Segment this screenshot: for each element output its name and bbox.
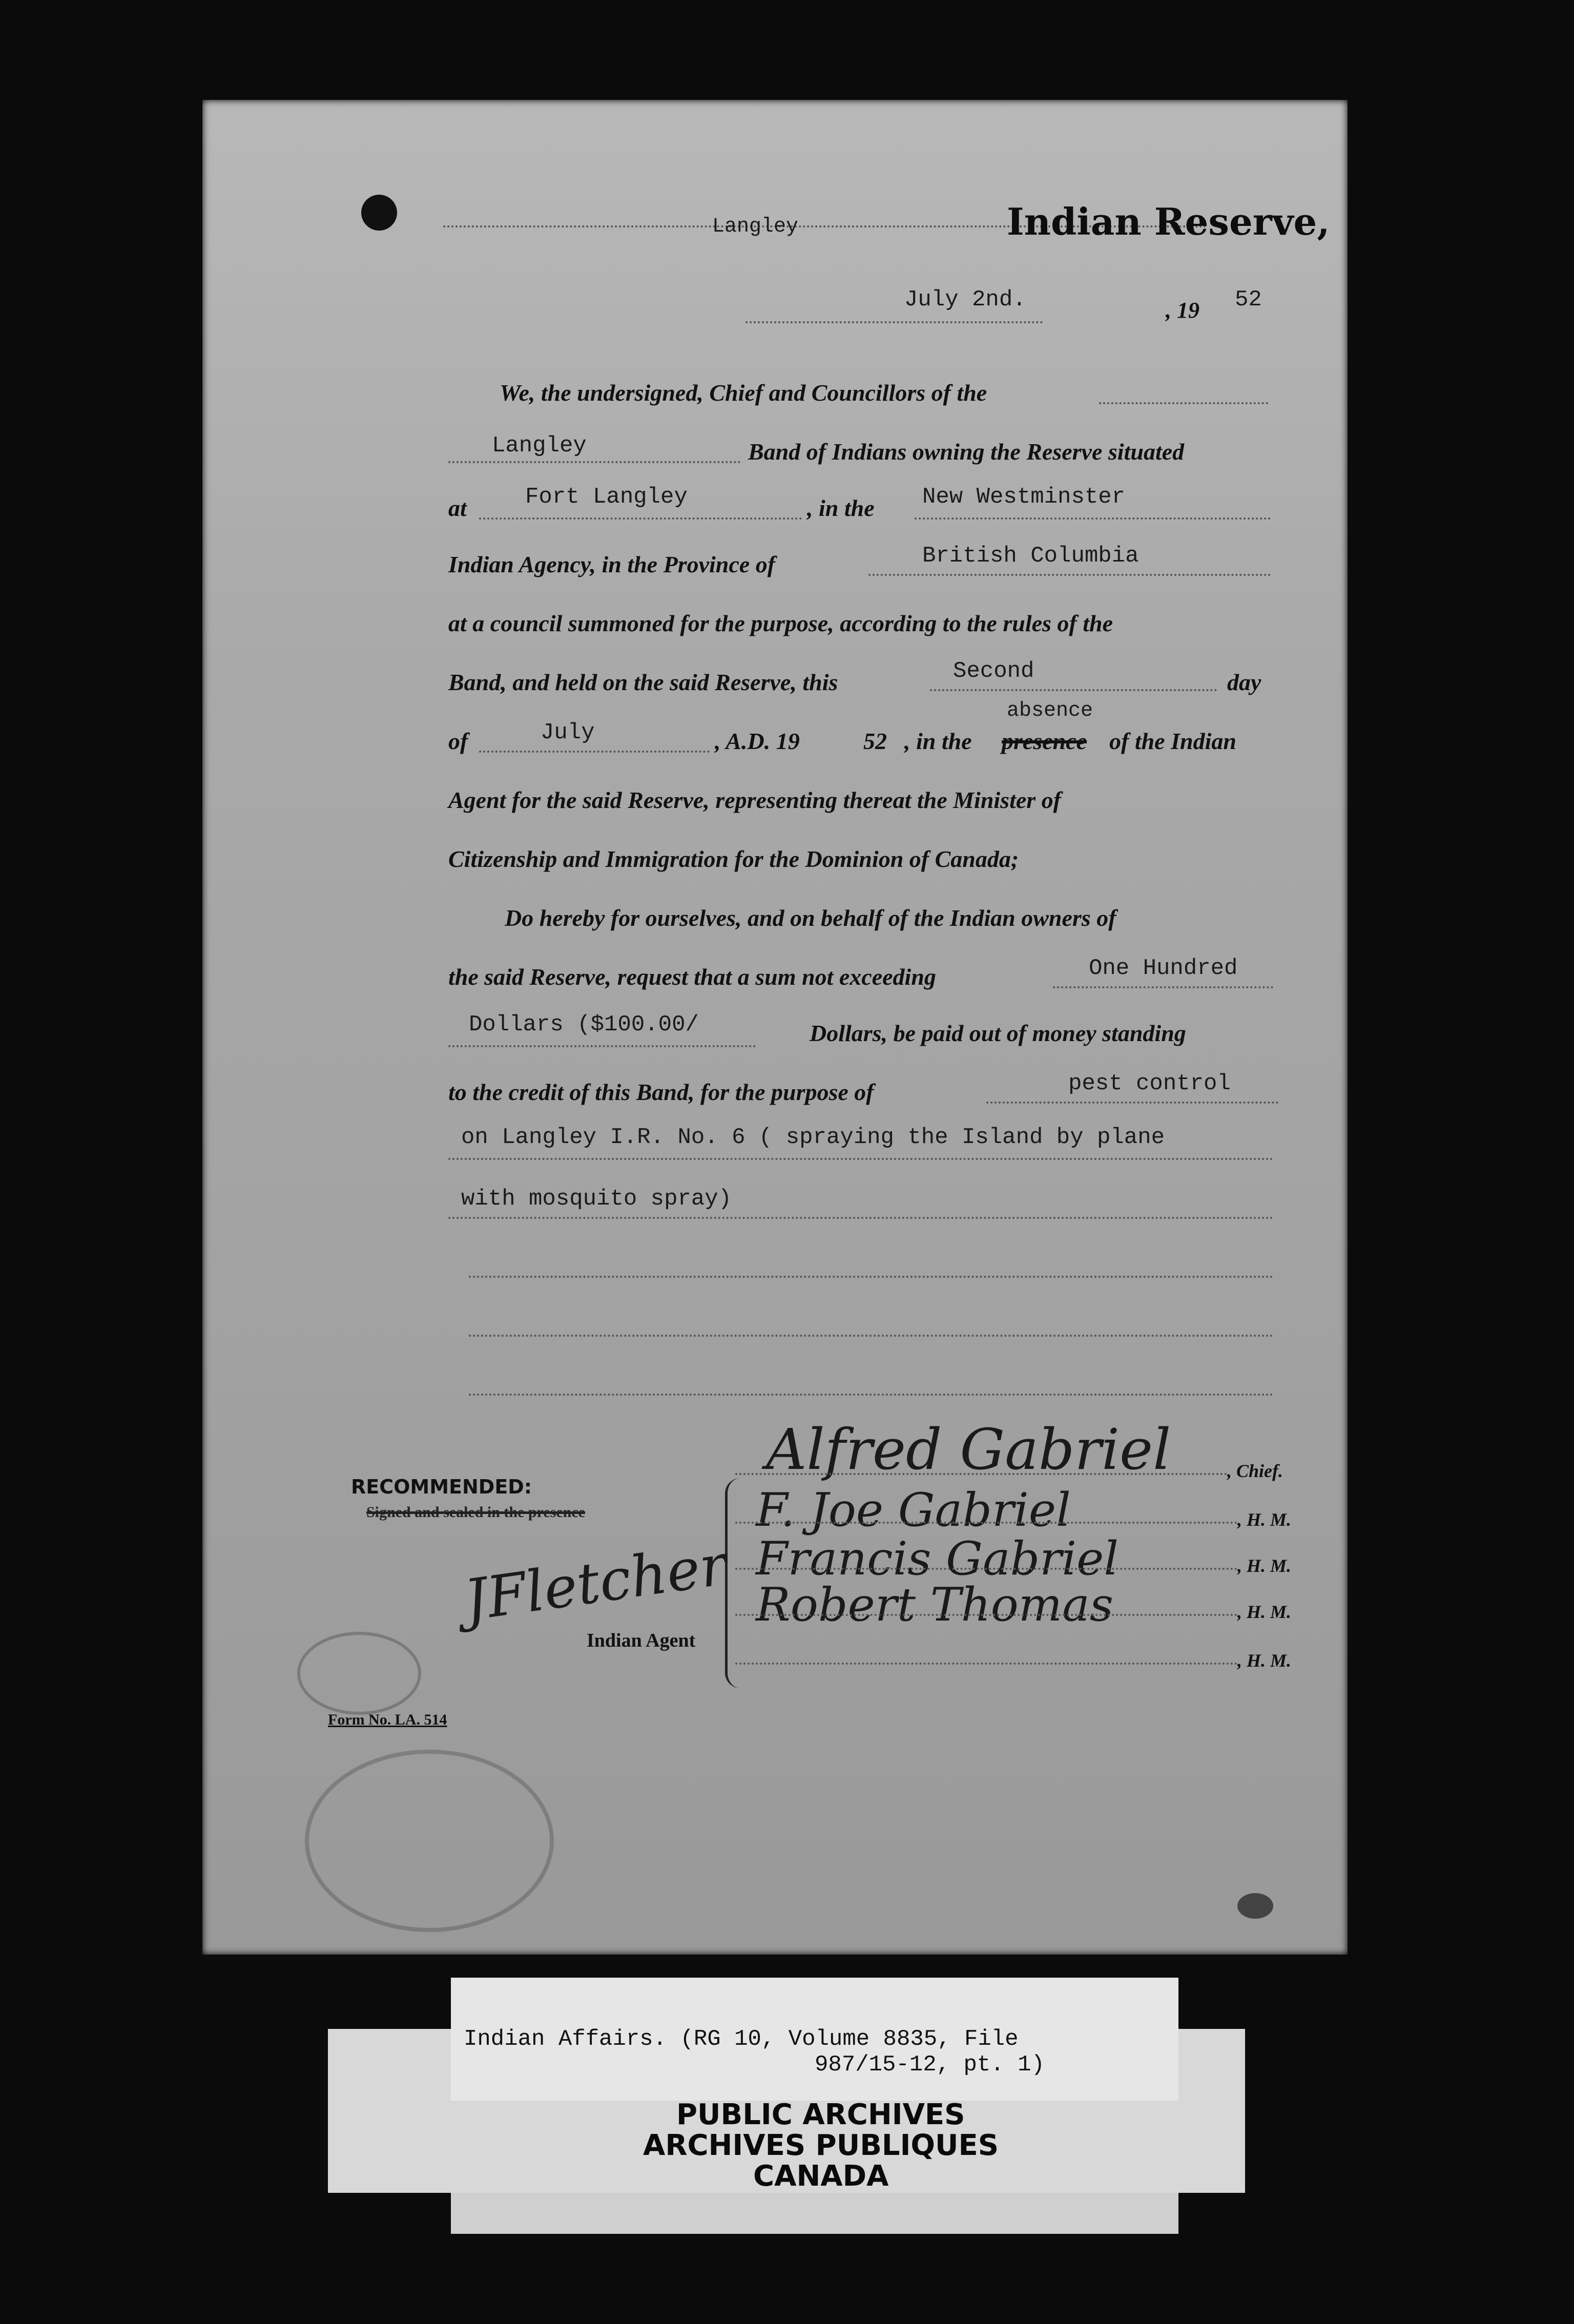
amount-words: One Hundred [1089,956,1238,981]
ad-year: 52 [863,728,887,754]
agent-signature: JFletcher [460,1531,731,1634]
agency: New Westminster [922,484,1126,510]
councillor-2-dots [735,1568,1237,1570]
councillor-1-label: , H. M. [1237,1509,1292,1530]
blank-line-3 [469,1394,1273,1396]
location: Fort Langley [525,484,688,510]
presence-struck: presence [1002,728,1087,754]
form-number: Form No. LA. 514 [328,1711,447,1728]
day-word: day [1227,669,1261,695]
archives-country: CANADA [753,2160,889,2193]
in-the-2: , in the [904,728,972,754]
councillor-2-label: , H. M. [1237,1555,1292,1576]
amount-words-dots [1053,986,1273,988]
line-6: Agent for the said Reserve, representing thereat the Minister of [448,787,1061,813]
in-the-label: , in the [807,495,875,521]
line-8: Do hereby for ourselves, and on behalf of the Indian owners of [505,905,1116,931]
band-name: Langley [492,433,587,459]
councillor-4-label: , H. M. [1237,1650,1292,1671]
date-dots [745,321,1043,323]
archive-label-bottom [451,2193,1178,2234]
line-4: at a council summoned for the purpose, according to the rules of the [448,610,1113,636]
absence-insert: absence [1007,699,1093,722]
line-7: Citizenship and Immigration for the Dominion of Canada; [448,846,1019,872]
purpose-dots-2 [448,1158,1273,1160]
archive-ref-line-1: Indian Affairs. (RG 10, Volume 8835, File [464,2026,1019,2052]
location-dots [479,517,802,520]
reserve-heading: Indian Reserve, [1007,200,1330,243]
of-indian: of the Indian [1109,728,1236,754]
councillor-2-signature: Francis Gabriel [756,1532,1119,1586]
chief-label: , Chief. [1227,1461,1283,1481]
line-2: Band of Indians owning the Reserve situated [748,439,1185,465]
document-sheet [202,100,1348,1955]
archives-fr: ARCHIVES PUBLIQUES [643,2129,999,2162]
blank-line-1 [469,1276,1273,1278]
line-11: to the credit of this Band, for the purpose of [448,1079,874,1105]
corner-mark [1237,1893,1273,1919]
line-1-dots [1099,402,1268,404]
band-dots [448,461,740,463]
chief-signature: Alfred Gabriel [766,1417,1171,1482]
line-5: Band, and held on the said Reserve, this [448,669,838,695]
year-suffix: 52 [1235,287,1262,313]
line-1: We, the undersigned, Chief and Councillors of the [500,380,987,406]
purpose-dots-3 [448,1217,1273,1219]
archive-ref-line-2: 987/15-12, pt. 1) [815,2052,1045,2078]
date: July 2nd. [904,287,1026,313]
amount-typed-dots [448,1045,756,1047]
archives-en: PUBLIC ARCHIVES [676,2098,965,2131]
councillor-1-signature: F. Joe Gabriel [756,1483,1071,1537]
purpose-dots-1 [986,1102,1278,1104]
stamp-seal-1 [297,1632,421,1715]
councillor-3-dots [735,1614,1237,1616]
struck-line: Signed and sealed in the presence [366,1504,585,1521]
purpose-2: on Langley I.R. No. 6 ( spraying the Island by plane [461,1125,1165,1150]
ad-label: , A.D. 19 [715,728,800,754]
councillor-3-signature: Robert Thomas [756,1578,1113,1632]
punch-hole [361,195,397,231]
recommended-label: RECOMMENDED: [351,1476,532,1498]
line-3: Indian Agency, in the Province of [448,551,776,577]
purpose-3: with mosquito spray) [461,1186,732,1212]
province-dots [868,574,1271,576]
year-prefix: , 19 [1166,298,1199,323]
reserve-name: Langley [712,215,799,238]
councillor-3-label: , H. M. [1237,1602,1292,1622]
agency-dots [915,517,1271,520]
chief-dots [735,1473,1227,1475]
line-10: Dollars, be paid out of money standing [810,1020,1186,1046]
at-label: at [448,495,467,521]
councillor-4-dots [735,1663,1237,1665]
month-dots [479,751,710,753]
day-dots [930,689,1217,691]
line-9: the said Reserve, request that a sum not exceeding [448,964,936,990]
councillor-1-dots [735,1522,1237,1524]
amount-typed: Dollars ($100.00/ [469,1012,699,1038]
month: July [541,720,595,745]
blank-line-2 [469,1335,1273,1337]
purpose-1: pest control [1068,1071,1231,1096]
agent-title: Indian Agent [587,1630,696,1651]
of-label: of [448,728,468,754]
stamp-seal-2 [305,1750,554,1932]
province: British Columbia [922,543,1139,569]
day-value: Second [953,658,1034,684]
